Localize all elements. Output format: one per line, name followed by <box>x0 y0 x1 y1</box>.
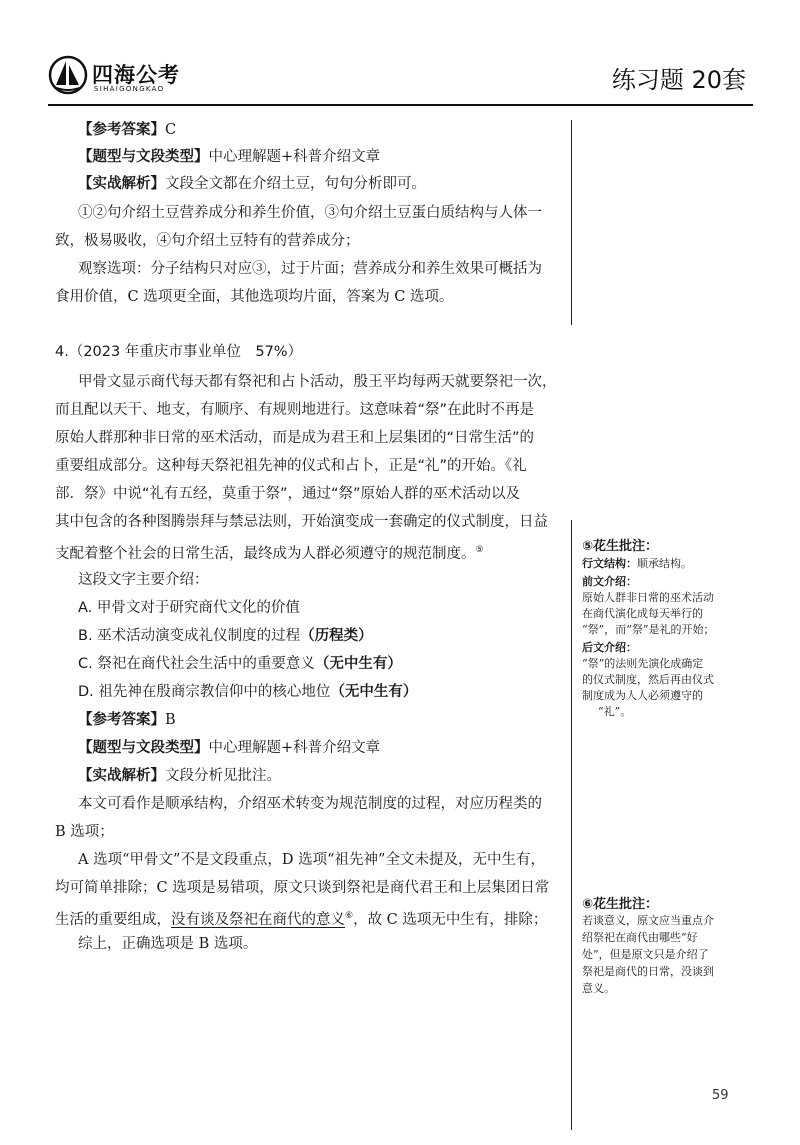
analysis-value: 文段分析见批注。 <box>165 768 281 784</box>
note-text: 处”，但是原文只是介绍了 <box>582 948 709 961</box>
page-header-title: 练习题 20套 <box>611 66 746 94</box>
analysis-conclusion: 综上，正确选项是 B 选项。 <box>78 936 258 952</box>
option-d <box>78 682 417 702</box>
option-d-text: D. 祖先神在殷商宗教信仰中的核心地位 <box>78 684 331 700</box>
logo-subtitle: SIHAIGONGKAO <box>94 85 165 93</box>
analysis-value: 文段全文都在介绍土豆，句句分析即可。 <box>165 176 426 192</box>
passage-line: 部．祭》中说“礼有五经，莫重于祭”，通过“祭”原始人群的巫术活动以及 <box>55 486 521 502</box>
answer-label: 【参考答案】 <box>78 711 165 728</box>
note-text: 制度成为人人必须遵守的 <box>582 689 703 702</box>
logo-title: 四海公考 <box>92 63 180 87</box>
passage-line <box>55 540 484 564</box>
analysis-paragraph <box>55 906 547 930</box>
passage-line: 甲骨文显示商代每天都有祭祀和占卜活动，殷王平均每两天就要祭祀一次， <box>78 374 557 390</box>
option-d-tag: （无中生有） <box>330 684 418 700</box>
option-c-text: C. 祭祀在商代社会生活中的重要意义 <box>78 656 315 672</box>
note-value: 顺承结构。 <box>637 557 692 570</box>
answer-line <box>78 710 176 730</box>
answer-label: 【参考答案】 <box>78 121 165 138</box>
column-divider <box>571 520 572 1130</box>
option-c-tag: （无中生有） <box>314 656 402 672</box>
type-value: 中心理解题+科普介绍文章 <box>208 149 381 165</box>
page-number: 59 <box>712 1088 729 1103</box>
analysis-paragraph: 食用价值，C 选项更全面，其他选项均片面，答案为 C 选项。 <box>55 289 454 305</box>
analysis-paragraph: A 选项“甲骨文”不是文段重点，D 选项“祖先神”全文未提及，无中生有， <box>78 852 545 868</box>
note-6-heading: ⑥花生批注： <box>582 897 659 912</box>
passage-text: 支配着整个社会的日常生活，最终成为人群必须遵守的规范制度。 <box>55 545 476 562</box>
analysis-paragraph: 均可简单排除；C 选项是易错项，原文只谈到祭祀是商代君王和上层集团日常 <box>55 880 550 896</box>
note-text: 意义。 <box>582 982 615 995</box>
analysis-line <box>78 174 426 194</box>
option-b <box>78 626 373 646</box>
type-label: 【题型与文段类型】 <box>78 739 209 756</box>
passage-line: 重要组成部分。这种每天祭祀祖先神的仪式和占卜，正是“礼”的开始。《礼 <box>55 458 527 474</box>
publisher-logo <box>48 55 188 99</box>
note-text: 若谈意义，原文应当重点介 <box>582 914 714 927</box>
analysis-label: 【实战解析】 <box>78 767 165 784</box>
sailboat-logo-icon <box>48 55 88 95</box>
note-text: 的仪式制度，然后再由仪式 <box>582 673 714 686</box>
answer-line <box>78 120 176 140</box>
note-text: “祭”的法则先演化成确定 <box>582 657 704 670</box>
type-line <box>78 147 380 167</box>
question-prompt: 这段文字主要介绍： <box>78 572 209 588</box>
option-a: A. 甲骨文对于研究商代文化的价值 <box>78 600 300 616</box>
type-value: 中心理解题+科普介绍文章 <box>208 740 381 756</box>
note-label: 行文结构： <box>582 557 637 570</box>
note-text: 在商代演化成每天举行的 <box>582 607 703 620</box>
option-c <box>78 654 402 674</box>
type-line <box>78 738 380 758</box>
note-text: “礼”。 <box>598 705 632 718</box>
analysis-paragraph: ①②句介绍土豆营养成分和养生价值，③句介绍土豆蛋白质结构与人体一 <box>78 205 542 221</box>
note-text: 祭祀是商代的日常，没谈到 <box>582 965 714 978</box>
note-text: 原始人群非日常的巫术活动 <box>582 591 714 604</box>
analysis-paragraph: 致，极易吸收，④句介绍土豆特有的营养成分； <box>55 233 360 249</box>
analysis-paragraph: B 选项； <box>55 824 114 840</box>
answer-value: C <box>165 122 177 138</box>
answer-value: B <box>165 712 176 728</box>
annotation-marker: ⑤ <box>475 545 484 555</box>
question-header: 4.（2023 年重庆市事业单位 57%） <box>55 344 303 360</box>
analysis-text: ，故 C 选项无中生有，排除； <box>353 911 548 928</box>
header-divider <box>48 104 753 106</box>
column-divider <box>571 120 572 325</box>
analysis-paragraph: 本文可看作是顺承结构，介绍巫术转变为规范制度的过程，对应历程类的 <box>78 796 542 812</box>
note-5-structure <box>582 556 692 571</box>
passage-line: 原始人群那种非日常的巫术活动，而是成为君王和上层集团的“日常生活”的 <box>55 430 535 446</box>
option-b-tag: （历程类） <box>300 628 373 644</box>
analysis-text: 生活的重要组成， <box>55 911 171 928</box>
note-5-heading: ⑤花生批注： <box>582 539 659 554</box>
note-text: “祭”，而“祭”是礼的开始； <box>582 623 715 636</box>
option-b-text: B. 巫术活动演变成礼仪制度的过程 <box>78 628 301 644</box>
analysis-label: 【实战解析】 <box>78 175 165 192</box>
annotation-marker: ⑥ <box>345 911 354 921</box>
analysis-paragraph: 观察选项：分子结构只对应③，过于片面；营养成分和养生效果可概括为 <box>78 261 542 277</box>
underlined-text: 没有谈及祭祀在商代的意义 <box>171 911 345 928</box>
note-text: 绍祭祀在商代由哪些“好 <box>582 931 698 944</box>
passage-line: 其中包含的各种图腾崇拜与禁忌法则，开始演变成一套确定的仪式制度，日益 <box>55 514 548 530</box>
note-label: 后文介绍： <box>582 641 637 654</box>
type-label: 【题型与文段类型】 <box>78 148 209 165</box>
passage-line: 而且配以天干、地支，有顺序、有规则地进行。这意味着“祭”在此时不再是 <box>55 402 535 418</box>
note-label: 前文介绍： <box>582 575 637 588</box>
analysis-line <box>78 766 281 786</box>
